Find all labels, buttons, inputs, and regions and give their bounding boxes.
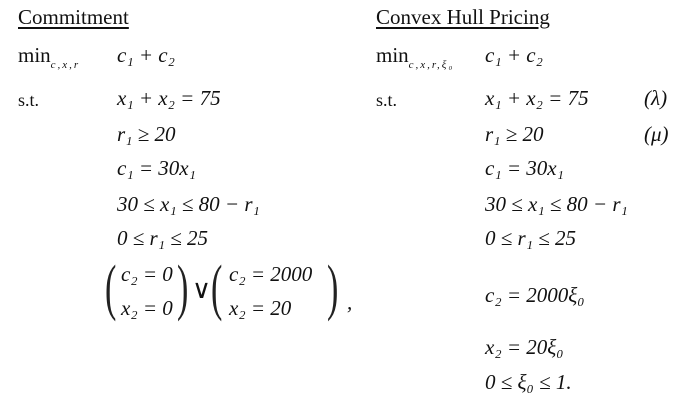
right-close-paren: )	[327, 254, 339, 322]
disjunction-or-operator: ∨	[192, 275, 212, 304]
convex-hull-constraint-balance: x₁ + x₂ = 75	[485, 86, 589, 110]
convex-hull-constraint-xi-bounds: 0 ≤ ξ₀ ≤ 1.	[485, 370, 572, 394]
disjunction-trailing-comma: ,	[347, 290, 353, 314]
convex-hull-constraint-x2: x₂ = 20ξ₀	[485, 335, 564, 359]
convex-hull-objective: c₁ + c₂	[485, 43, 543, 67]
commitment-heading: Commitment	[18, 5, 129, 29]
dual-tag-mu: (μ)	[644, 122, 669, 146]
convex-hull-constraint-reserve: r₁ ≥ 20	[485, 122, 544, 146]
min-variables: c,x,r,ξ₀	[408, 59, 455, 71]
commitment-st-label: s.t.	[18, 90, 40, 110]
right-open-paren: (	[211, 254, 223, 322]
convex-hull-heading: Convex Hull Pricing	[376, 5, 550, 29]
min-label: min	[18, 43, 51, 67]
commitment-objective: c₁ + c₂	[117, 43, 175, 67]
disjunction-left-top: c₂ = 0	[121, 262, 173, 286]
disjunction-right-top: c₂ = 2000	[229, 262, 313, 286]
commitment-constraint-reserve: r₁ ≥ 20	[117, 122, 176, 146]
convex-hull-constraint-cost1: c₁ = 30x₁	[485, 156, 564, 180]
disjunction-right-bottom: x₂ = 20	[229, 296, 292, 320]
commitment-constraint-cost1: c₁ = 30x₁	[117, 156, 196, 180]
commitment-constraint-x1-bounds: 30 ≤ x₁ ≤ 80 − r₁	[117, 192, 260, 216]
commitment-constraint-r1-bounds: 0 ≤ r₁ ≤ 25	[117, 226, 209, 250]
left-close-paren: )	[177, 254, 189, 322]
convex-hull-constraint-r1-bounds: 0 ≤ r₁ ≤ 25	[485, 226, 577, 250]
commitment-min	[18, 45, 80, 71]
dual-tag-lambda: (λ)	[644, 86, 668, 110]
disjunction-left-bottom: x₂ = 0	[121, 296, 173, 320]
convex-hull-constraint-x1-bounds: 30 ≤ x₁ ≤ 80 − r₁	[485, 192, 628, 216]
convex-hull-min	[376, 45, 454, 71]
commitment-constraint-balance: x₁ + x₂ = 75	[117, 86, 221, 110]
convex-hull-constraint-cost2: c₂ = 2000ξ₀	[485, 283, 585, 307]
convex-hull-st-label: s.t.	[376, 90, 398, 110]
min-label: min	[376, 43, 409, 67]
min-variables: c,x,r	[50, 59, 81, 71]
left-open-paren: (	[105, 254, 117, 322]
